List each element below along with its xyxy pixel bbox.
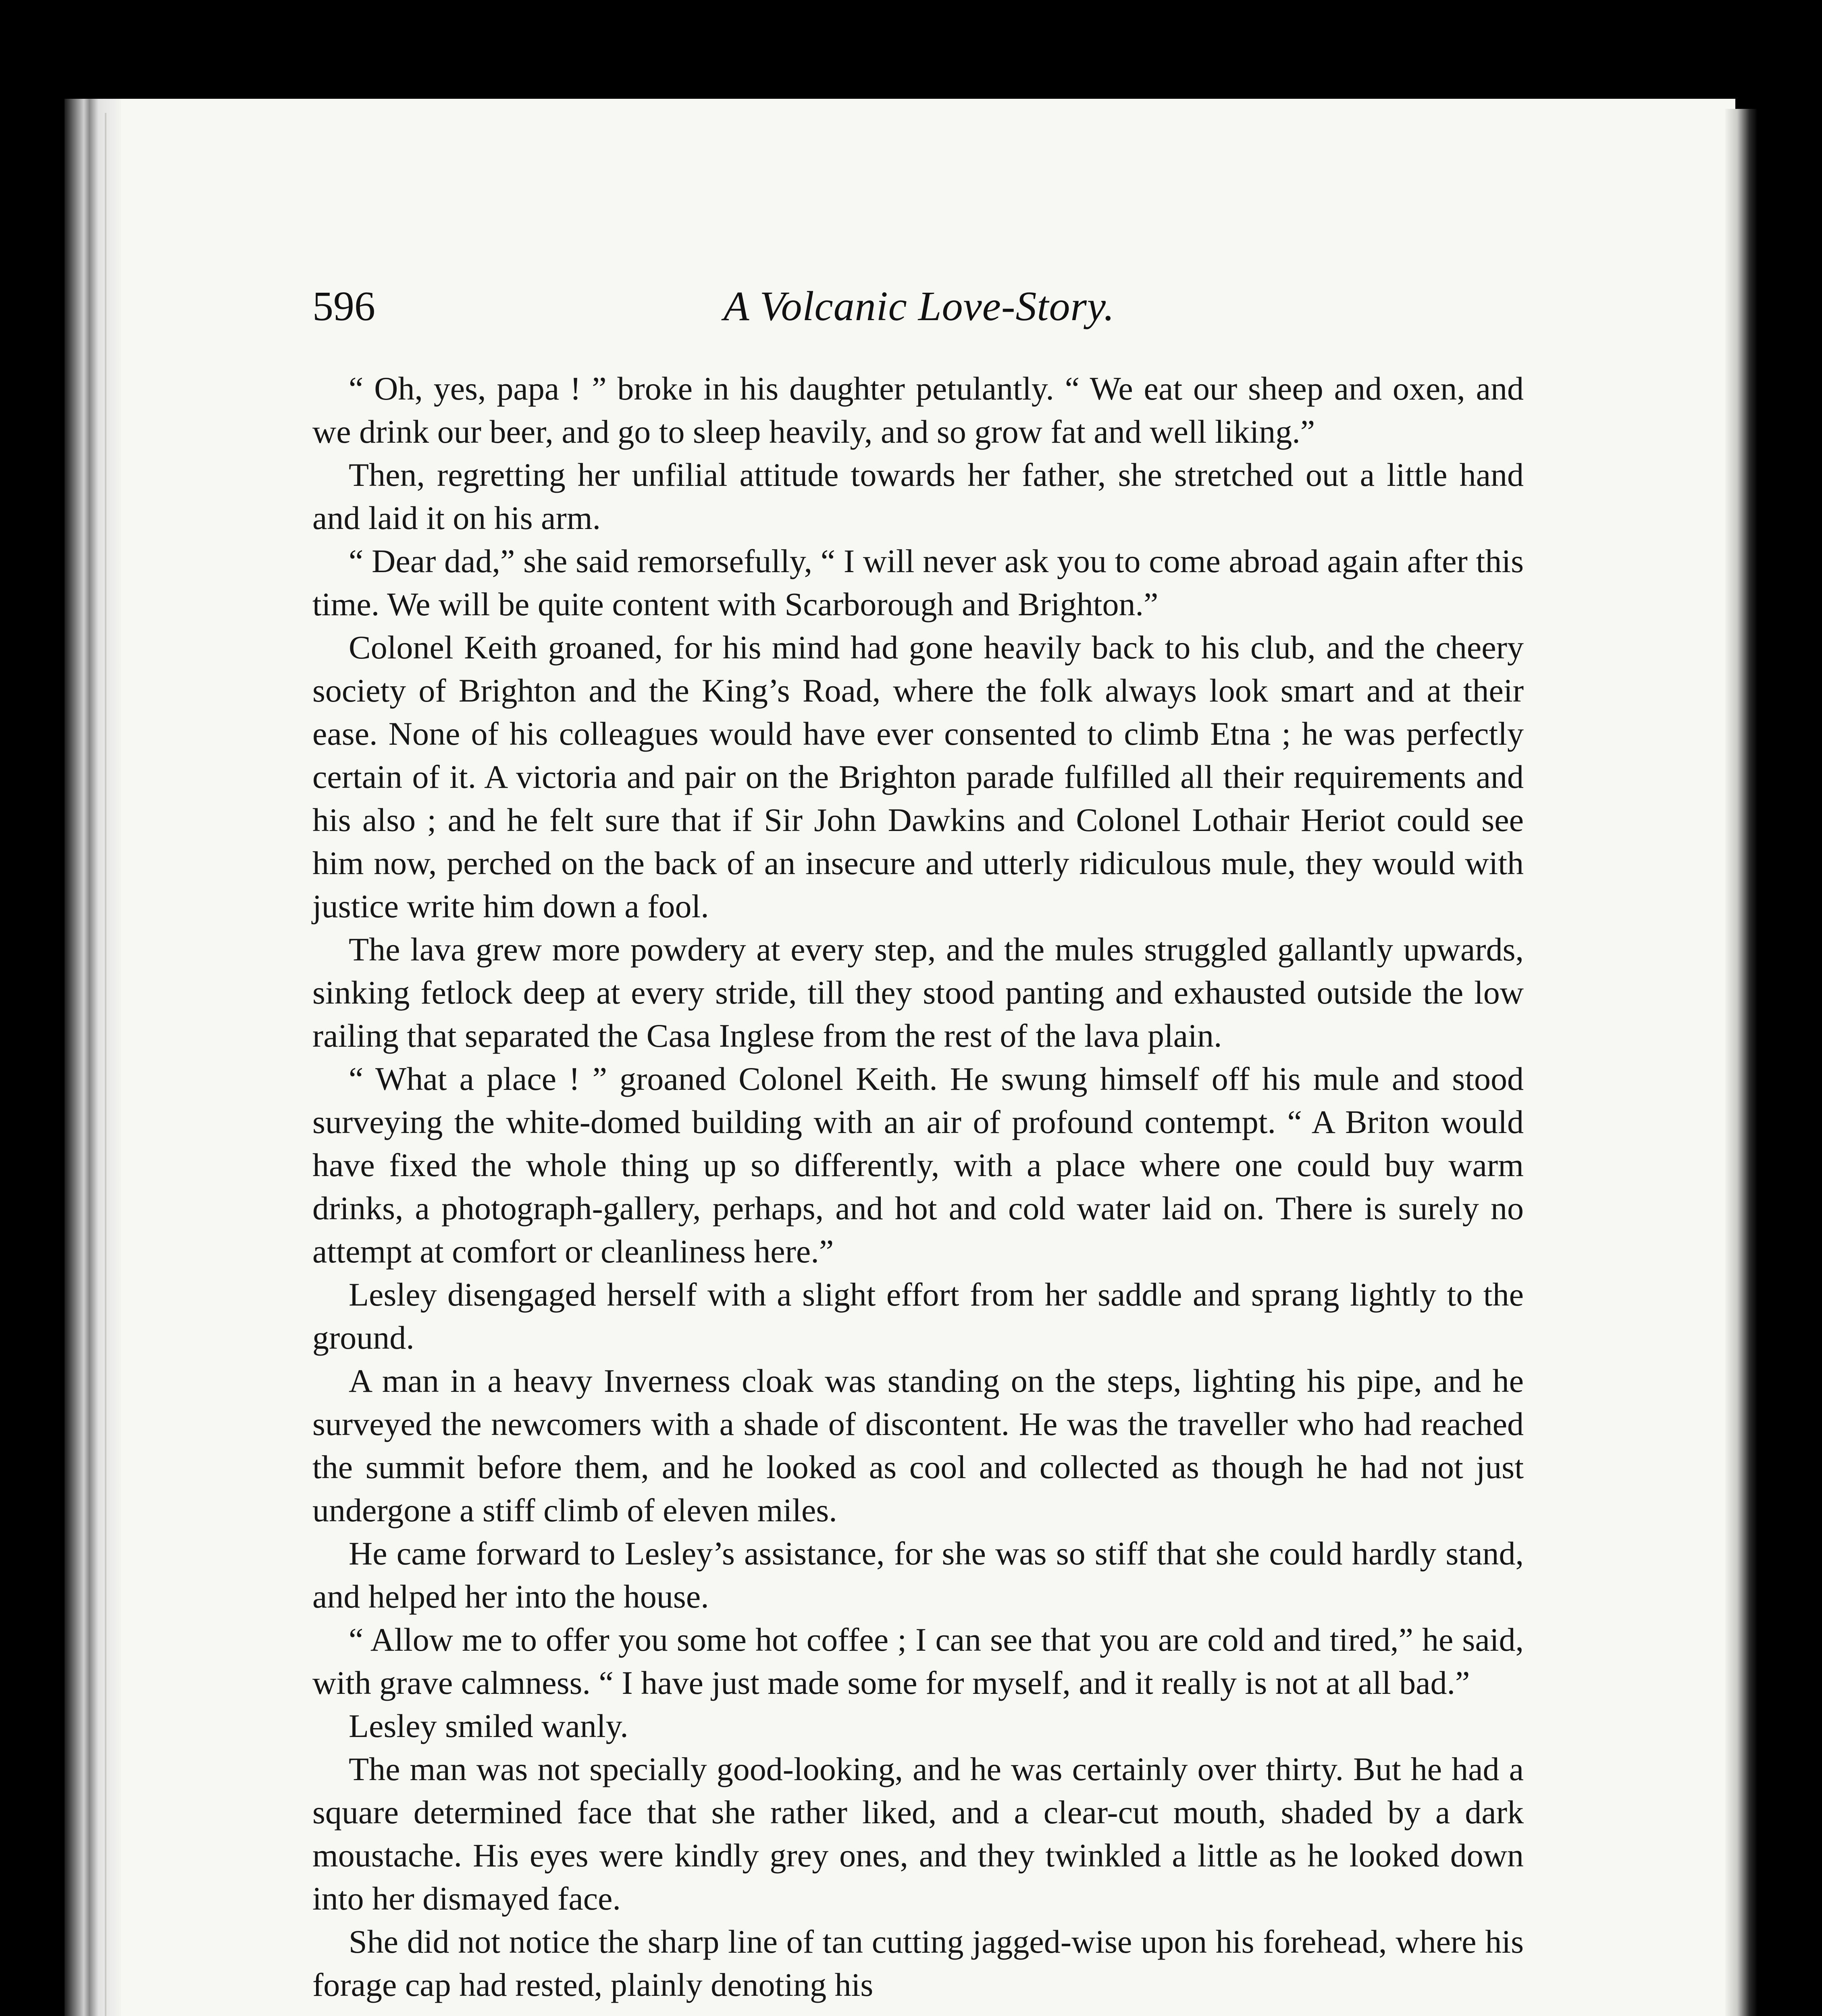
paragraph: The lava grew more powdery at every step, and the mules struggled gallantly upwards, sinking fetlock deep at every stride, till they stood panting and exhausted outside the low railing that separated the Casa Inglese from the rest of the lava plain. — [312, 931, 1524, 1054]
paragraph: The man was not specially good-looking, and he was certainly over thirty. But he had a square determined face that she rather liked, and a clear-cut mouth, shaded by a dark moustache. His eyes were kindly grey ones, and they twinkled a little as he looked down into her dismayed face. — [312, 1751, 1524, 1917]
page-right-edge — [1725, 109, 1782, 2016]
binding-line — [105, 113, 106, 2016]
page-number: 596 — [312, 283, 375, 329]
paragraph: Then, regretting her unfilial attitude towards her father, she stretched out a little hand and laid it on his arm. — [312, 456, 1524, 536]
paragraph: “ What a place ! ” groaned Colonel Keith. He swung himself off his mule and stood surveying the white-domed building with an air of profound contempt. “ A Briton would have fixed the whole thing up so differently, with a place where one could buy warm drinks, a photograph-gallery, perhaps, and hot and cold water laid on. There is surely no attempt at comfort or cleanliness here.” — [312, 1060, 1524, 1270]
paragraph: A man in a heavy Inverness cloak was standing on the steps, lighting his pipe, and he surveyed the newcomers with a shade of discontent. He was the traveller who had reached the summit before them, and he looked as cool and collected as though he had not just undergone a stiff climb of eleven miles. — [312, 1362, 1524, 1529]
body-text — [312, 367, 1524, 2006]
paragraph: Colonel Keith groaned, for his mind had gone heavily back to his club, and the cheery society of Brighton and the King’s Road, where the folk always look smart and at their ease. None of his colleagues would have ever consented to climb Etna ; he was perfectly certain of it. A victoria and pair on the Brighton parade fulfilled all their requirements and his also ; and he felt sure that if Sir John Dawkins and Colonel Lothair Heriot could see him now, perched on the back of an insecure and utterly ridiculous mule, they would with justice write him down a fool. — [312, 629, 1524, 925]
page-gutter — [64, 99, 121, 2016]
paragraph: She did not notice the sharp line of tan cutting jagged-wise upon his forehead, where his forage cap had rested, plainly denoting his — [312, 1923, 1524, 2003]
running-title: A Volcanic Love-Story. — [724, 283, 1115, 329]
paragraph: Lesley disengaged herself with a slight effort from her saddle and sprang lightly to the ground. — [312, 1276, 1524, 1356]
paragraph: “ Oh, yes, papa ! ” broke in his daughter petulantly. “ We eat our sheep and oxen, and we drink our beer, and go to sleep heavily, and so grow fat and well liking.” — [312, 370, 1524, 450]
paragraph: He came forward to Lesley’s assistance, for she was so stiff that she could hardly stand, and helped her into the house. — [312, 1535, 1524, 1615]
paragraph: Lesley smiled wanly. — [349, 1708, 628, 1744]
paragraph: “ Dear dad,” she said remorsefully, “ I will never ask you to come abroad again after this time. We will be quite content with Scarborough and Brighton.” — [312, 543, 1524, 623]
paragraph: “ Allow me to offer you some hot coffee ; I can see that you are cold and tired,” he said, with grave calmness. “ I have just made some for myself, and it really is not at all bad.” — [312, 1621, 1524, 1701]
